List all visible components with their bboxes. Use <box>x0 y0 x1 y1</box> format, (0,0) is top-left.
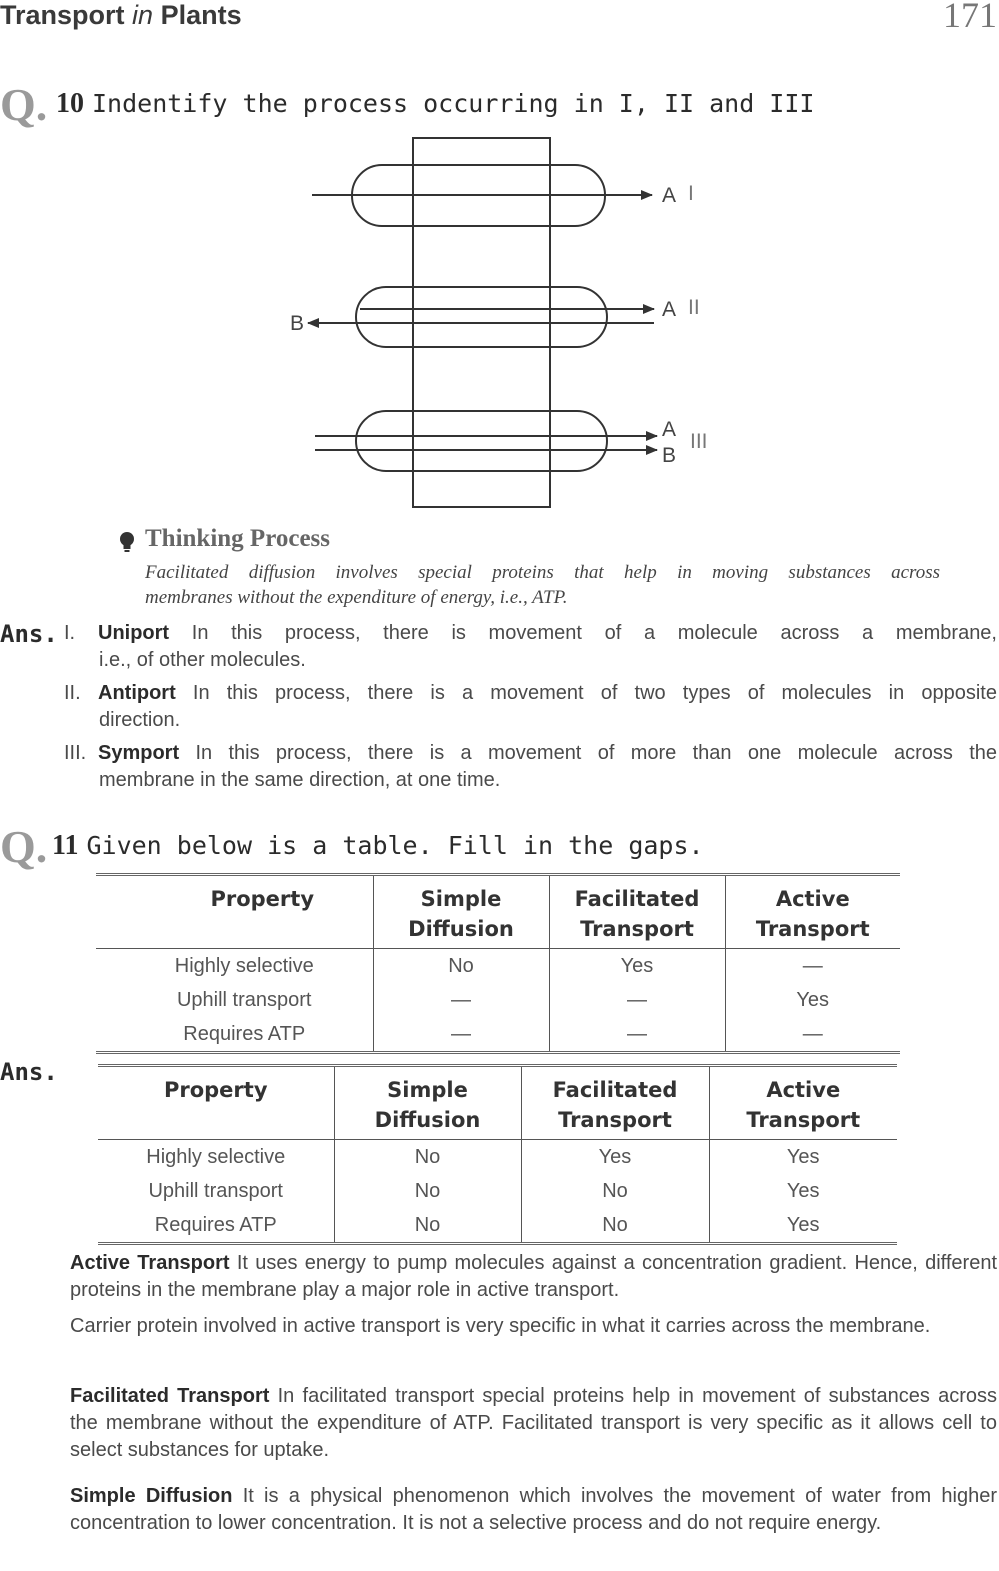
ans10-text-cont: membrane in the same direction, at one time. <box>99 769 501 791</box>
para-text: It is a physical phenomenon which involves the movement of water from higher concentration to lower concentration. It is not a selective process and do not require energy. <box>70 1485 997 1534</box>
header-cell: Active Transport <box>709 1067 897 1140</box>
table-cell: Requires ATP <box>154 1213 277 1236</box>
table-cell: No <box>373 949 549 984</box>
q11-header-row <box>96 876 900 949</box>
table-cell: Uphill transport <box>148 1179 283 1202</box>
header-cell: Simple Diffusion <box>373 876 549 949</box>
para-text: In facilitated transport special proteins help in movement of substances across the membrane without the expenditure of ATP. Facilitated transport is very specific as it allows cell to select substances for uptake. <box>70 1385 997 1461</box>
ans10-item-III <box>64 740 997 794</box>
label-A-I: A <box>662 184 677 207</box>
ans10-num: II. <box>64 682 81 704</box>
label-III: III <box>690 430 708 453</box>
table-cell: — <box>549 983 725 1017</box>
ans11-table <box>98 1064 897 1245</box>
label-A-II: A <box>662 298 677 321</box>
ans10-num: I. <box>64 622 76 644</box>
label-II: II <box>688 296 700 319</box>
ans10-text-cont: direction. <box>99 709 181 731</box>
thinking-process-title: Thinking Process <box>145 525 330 552</box>
table-row <box>98 1208 897 1242</box>
table-cell: Yes <box>725 983 900 1017</box>
q10-text: Indentify the process occurring in I, II and III <box>92 89 815 118</box>
running-head-title-in: in <box>132 0 154 30</box>
ans10-text-cont: i.e., of other molecules. <box>99 649 306 671</box>
header-cell: Property <box>163 1078 268 1102</box>
table-cell: Yes <box>709 1208 897 1242</box>
table-row <box>98 1140 897 1175</box>
table-cell: Yes <box>549 949 725 984</box>
table-cell: — <box>725 1017 900 1051</box>
table-cell: No <box>334 1208 521 1242</box>
table-cell: Yes <box>709 1174 897 1208</box>
para-text: It uses energy to pump molecules against a concentration gradient. Hence, different proteins in the membrane play a major role in active transport. <box>70 1252 997 1301</box>
header-cell: Simple Diffusion <box>334 1067 521 1140</box>
q11-text: Given below is a table. Fill in the gaps. <box>86 831 704 860</box>
table-cell: — <box>373 983 549 1017</box>
transport-diagram <box>0 0 999 520</box>
ans10-term: Antiport <box>98 682 176 704</box>
ans10-item-II <box>64 680 997 734</box>
table-cell: No <box>334 1174 521 1208</box>
table-cell: Requires ATP <box>183 1022 306 1045</box>
table-cell: No <box>521 1174 709 1208</box>
thinking-line-2: membranes without the expenditure of energy, i.e., ATP. <box>145 587 568 608</box>
table-row <box>96 983 900 1017</box>
para-term: Simple Diffusion <box>70 1485 233 1507</box>
table-cell: Yes <box>709 1140 897 1175</box>
ans10-text: In this process, there is a movement of two types of molecules in opposite <box>175 682 997 704</box>
label-B-II: B <box>290 312 305 335</box>
ans10-term: Uniport <box>98 622 170 644</box>
thinking-process-body <box>145 560 940 610</box>
carrier-protein-3 <box>356 411 607 471</box>
table-cell: No <box>334 1140 521 1175</box>
running-head-title-b: Plants <box>160 0 242 30</box>
header-cell: Facilitated Transport <box>521 1067 709 1140</box>
table-cell: Highly selective <box>146 1145 286 1168</box>
table-cell: Yes <box>521 1140 709 1175</box>
header-cell: Facilitated Transport <box>549 876 725 949</box>
table-row <box>98 1174 897 1208</box>
ans11-header-row <box>98 1067 897 1140</box>
running-head-title-a: Transport <box>0 0 125 30</box>
lightbulb-icon <box>118 530 136 556</box>
label-A-III: A <box>662 418 677 441</box>
table-row <box>96 949 900 984</box>
ans10-term: Symport <box>98 742 180 764</box>
label-I: I <box>688 182 694 205</box>
table-cell: — <box>725 949 900 984</box>
q11-mark: Q. <box>0 821 48 872</box>
header-cell: Active Transport <box>725 876 900 949</box>
para-text: Carrier protein involved in active transport is very specific in what it carries across the membrane. <box>70 1315 931 1337</box>
label-B-III: B <box>662 444 677 467</box>
ans10-text: In this process, there is a movement of more than one molecule across the <box>179 742 997 764</box>
table-row <box>96 1017 900 1051</box>
thinking-line-1: Facilitated diffusion involves special proteins that help in moving substances across <box>145 562 940 583</box>
table-cell: Uphill transport <box>176 988 312 1011</box>
table-cell: — <box>549 1017 725 1051</box>
para-carrier-protein <box>70 1313 997 1340</box>
q11-table <box>96 873 900 1054</box>
para-term: Facilitated Transport <box>70 1385 270 1407</box>
page-number: 171 <box>943 0 997 35</box>
para-simple-diffusion <box>70 1483 997 1537</box>
ans10-list <box>64 620 997 794</box>
ans10-item-I <box>64 620 997 674</box>
q10-number: 10 <box>56 88 84 119</box>
ans10-num: III. <box>64 742 87 764</box>
para-active-transport <box>70 1250 997 1304</box>
header-cell: Property <box>210 887 315 911</box>
table-cell: — <box>373 1017 549 1051</box>
para-facilitated-transport <box>70 1383 997 1464</box>
ans10-text: In this process, there is movement of a molecule across a membrane, <box>169 622 997 644</box>
ans11-label: Ans. <box>0 1058 58 1086</box>
table-cell: Highly selective <box>174 954 314 977</box>
q11-number: 11 <box>52 830 79 861</box>
q11-heading <box>52 830 704 862</box>
table-cell: No <box>521 1208 709 1242</box>
para-term: Active Transport <box>70 1252 230 1274</box>
carrier-protein-2 <box>356 287 607 347</box>
q10-mark: Q. <box>0 79 48 130</box>
ans10-label: Ans. <box>0 620 58 648</box>
